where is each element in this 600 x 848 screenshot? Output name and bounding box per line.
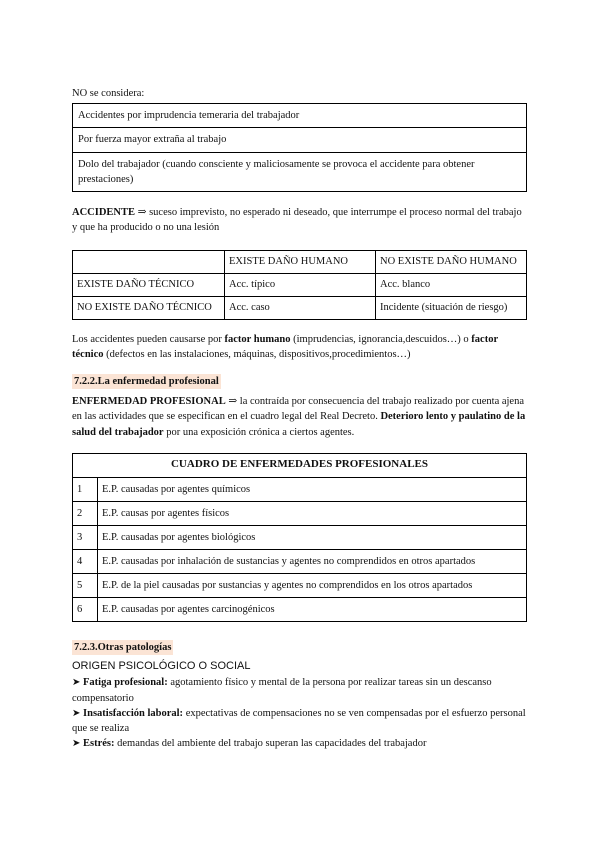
table-row xyxy=(73,104,527,128)
table-cell: E.P. causas por agentes físicos xyxy=(98,501,527,525)
table-corner-cell xyxy=(73,250,225,273)
table-title: CUADRO DE ENFERMEDADES PROFESIONALES xyxy=(73,453,527,477)
row-header: EXISTE DAÑO TÉCNICO xyxy=(73,273,225,296)
section-heading-722: 7.2.2.La enfermedad profesional xyxy=(72,374,221,389)
causas-text: Los accidentes pueden causarse por xyxy=(72,333,225,345)
accidente-text: suceso imprevisto, no esperado ni deseado, que interrumpe el proceso normal del trabajo y que ha producido o no una lesión xyxy=(72,207,522,234)
bullet-term: Fatiga profesional: xyxy=(83,677,168,688)
row-number: 2 xyxy=(73,501,98,525)
table-cell: Acc. blanco xyxy=(376,273,527,296)
table-row xyxy=(73,273,527,296)
causas-text: (imprudencias, ignorancia,descuidos…) o xyxy=(290,333,472,345)
exclusions-table xyxy=(72,103,527,192)
table-row xyxy=(73,477,527,501)
bullet-text: expectativas de compensaciones no se ven compensadas por el esfuerzo personal que se realiza xyxy=(72,707,526,735)
factor-tecnico-term: factor técnico xyxy=(72,333,498,360)
column-header: EXISTE DAÑO HUMANO xyxy=(225,250,376,273)
enfermedad-text: por una exposición crónica a ciertos agentes. xyxy=(163,426,355,438)
deterioro-term: Deterioro lento y paulatino de la salud del trabajador xyxy=(72,411,526,438)
document-page xyxy=(72,86,527,752)
enfermedad-text: la contraída por consecuencia del trabajo realizado por cuenta ajena en las actividades que se especifican en el cuadro legal del Real Decreto. xyxy=(72,396,525,423)
table-cell: E.P. causadas por agentes químicos xyxy=(98,477,527,501)
table-row xyxy=(73,296,527,319)
implies-arrow-icon: ⇒ xyxy=(137,207,147,219)
row-number: 3 xyxy=(73,525,98,549)
exclusions-intro: NO se considera: xyxy=(72,88,145,99)
bullet-text: demandas del ambiente del trabajo superan las capacidades del trabajador xyxy=(114,738,427,750)
row-number: 5 xyxy=(73,573,98,597)
table-row xyxy=(73,597,527,621)
bullet-term: Insatisfacción laboral: xyxy=(83,707,184,719)
origen-heading: ORIGEN PSICOLÓGICO O SOCIAL xyxy=(72,660,251,673)
list-item xyxy=(72,706,527,737)
row-number: 1 xyxy=(73,477,98,501)
list-item xyxy=(72,675,527,706)
table-cell: Acc. típico xyxy=(225,273,376,296)
enfermedad-definition xyxy=(72,394,527,440)
accident-type-table xyxy=(72,250,527,320)
causas-paragraph xyxy=(72,332,527,362)
bullet-text: agotamiento físico y mental de la persona por realizar tareas sin un descanso compensatorio xyxy=(72,677,492,704)
table-row xyxy=(73,128,527,152)
arrow-bullet-icon: ➤ xyxy=(72,738,81,750)
accidente-definition xyxy=(72,205,527,235)
table-cell: Acc. caso xyxy=(225,296,376,319)
table-row xyxy=(73,549,527,573)
exclusion-cell: Dolo del trabajador (cuando consciente y maliciosamente se provoca el accidente para obtener prestaciones) xyxy=(73,152,527,191)
arrow-bullet-icon: ➤ xyxy=(72,707,81,719)
table-row xyxy=(73,573,527,597)
factor-humano-term: factor humano xyxy=(224,333,291,345)
row-header: NO EXISTE DAÑO TÉCNICO xyxy=(73,296,225,319)
causas-text: (defectos en las instalaciones, máquinas, dispositivos,procedimientos…) xyxy=(103,348,411,360)
bullet-term: Estrés: xyxy=(83,738,115,750)
table-cell: E.P. causadas por agentes biológicos xyxy=(98,525,527,549)
arrow-bullet-icon: ➤ xyxy=(72,677,81,688)
table-header-row xyxy=(73,453,527,477)
table-header-row xyxy=(73,250,527,273)
table-cell: Incidente (situación de riesgo) xyxy=(376,296,527,319)
exclusion-cell: Por fuerza mayor extraña al trabajo xyxy=(73,128,527,152)
section-heading-723: 7.2.3.Otras patologías xyxy=(72,640,173,655)
table-cell: E.P. causadas por agentes carcinogénicos xyxy=(98,597,527,621)
exclusion-cell: Accidentes por imprudencia temeraria del trabajador xyxy=(73,104,527,128)
implies-arrow-icon: ⇒ xyxy=(228,396,238,408)
enfermedad-term: ENFERMEDAD PROFESIONAL xyxy=(72,396,226,408)
enfermedades-table xyxy=(72,453,527,622)
list-item xyxy=(72,736,527,752)
table-row xyxy=(73,152,527,191)
table-cell: E.P. de la piel causadas por sustancias y agentes no comprendidos en los otros apartados xyxy=(98,573,527,597)
table-cell: E.P. causadas por inhalación de sustancias y agentes no comprendidos en otros apartados xyxy=(98,549,527,573)
row-number: 6 xyxy=(73,597,98,621)
row-number: 4 xyxy=(73,549,98,573)
column-header: NO EXISTE DAÑO HUMANO xyxy=(376,250,527,273)
accidente-term: ACCIDENTE xyxy=(72,207,136,219)
table-row xyxy=(73,501,527,525)
table-row xyxy=(73,525,527,549)
